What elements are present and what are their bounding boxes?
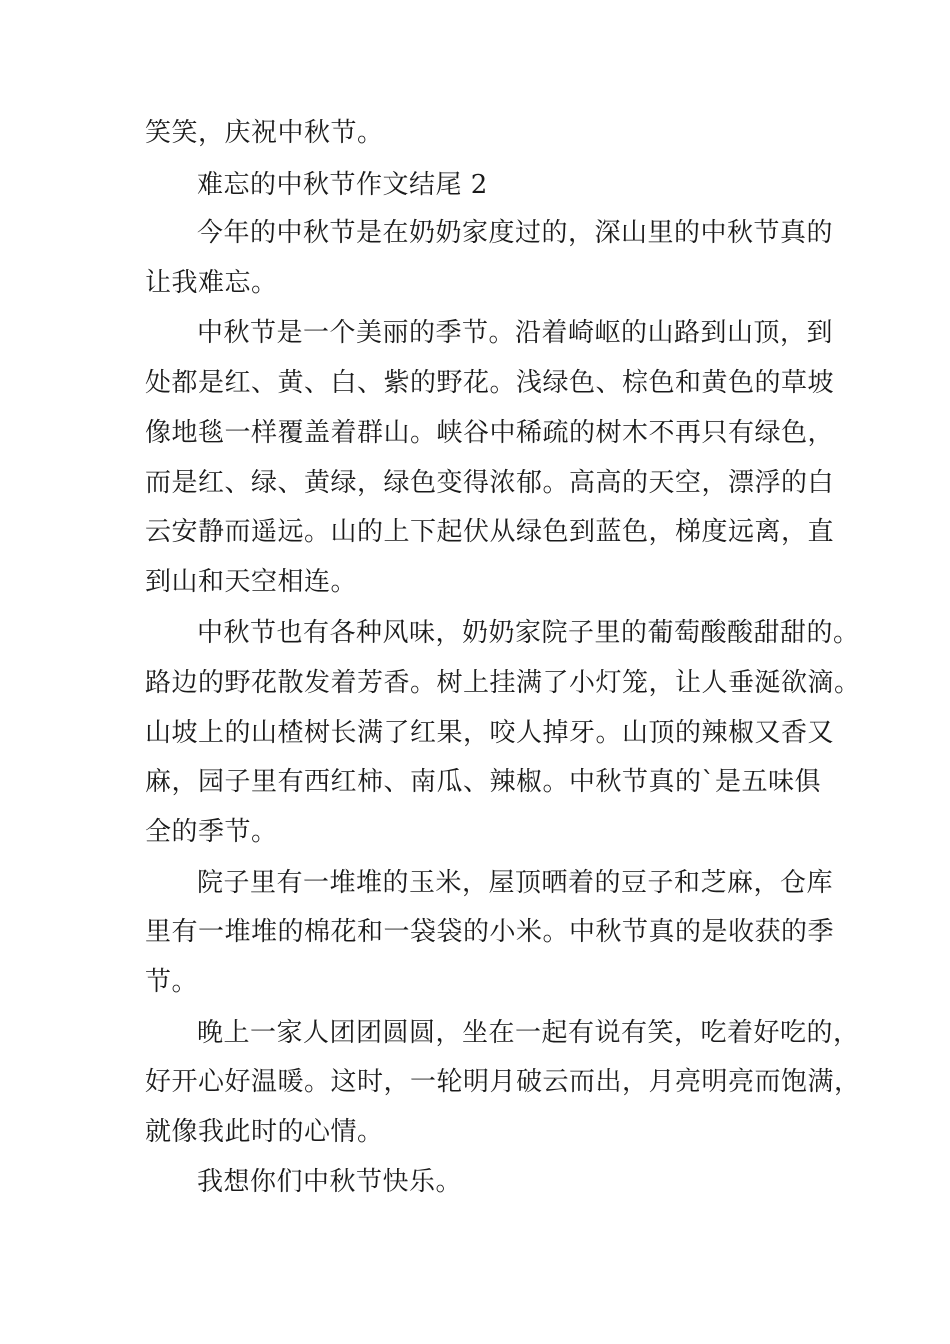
text-line: 山坡上的山楂树长满了红果，咬人掉牙。山顶的辣椒又香又 <box>145 718 835 748</box>
text-line: 就像我此时的心情。 <box>145 1117 384 1147</box>
text-line: 而是红、绿、黄绿，绿色变得浓郁。高高的天空，漂浮的白 <box>145 468 835 498</box>
text-line: 笑笑，庆祝中秋节。 <box>145 118 384 148</box>
text-line: 到山和天空相连。 <box>145 567 358 597</box>
text-line: 中秋节是一个美丽的季节。沿着崎岖的山路到山顶，到 <box>197 318 834 348</box>
text-line: 院子里有一堆堆的玉米，屋顶晒着的豆子和芝麻，仓库 <box>197 868 834 898</box>
section-heading: 难忘的中秋节作文结尾 2 <box>197 170 488 200</box>
text-line: 中秋节也有各种风味，奶奶家院子里的葡萄酸酸甜甜的。 <box>197 618 860 648</box>
text-line: 今年的中秋节是在奶奶家度过的，深山里的中秋节真的 <box>197 218 834 248</box>
text-line: 处都是红、黄、白、紫的野花。浅绿色、棕色和黄色的草坡 <box>145 368 835 398</box>
text-line: 让我难忘。 <box>145 268 278 298</box>
text-line: 像地毯一样覆盖着群山。峡谷中稀疏的树木不再只有绿色， <box>145 418 835 448</box>
text-line: 麻，园子里有西红柿、南瓜、辣椒。中秋节真的`是五味俱 <box>145 767 822 797</box>
text-line: 云安静而遥远。山的上下起伏从绿色到蓝色，梯度远离，直 <box>145 517 835 547</box>
text-line: 节。 <box>145 967 199 997</box>
text-line: 晚上一家人团团圆圆，坐在一起有说有笑，吃着好吃的， <box>197 1018 860 1048</box>
text-line: 好开心好温暖。这时，一轮明月破云而出，月亮明亮而饱满， <box>145 1067 861 1097</box>
text-line: 我想你们中秋节快乐。 <box>197 1167 463 1197</box>
text-line: 全的季节。 <box>145 817 278 847</box>
text-line: 里有一堆堆的棉花和一袋袋的小米。中秋节真的是收获的季 <box>145 917 835 947</box>
text-line: 路边的野花散发着芳香。树上挂满了小灯笼，让人垂涎欲滴。 <box>145 668 861 698</box>
